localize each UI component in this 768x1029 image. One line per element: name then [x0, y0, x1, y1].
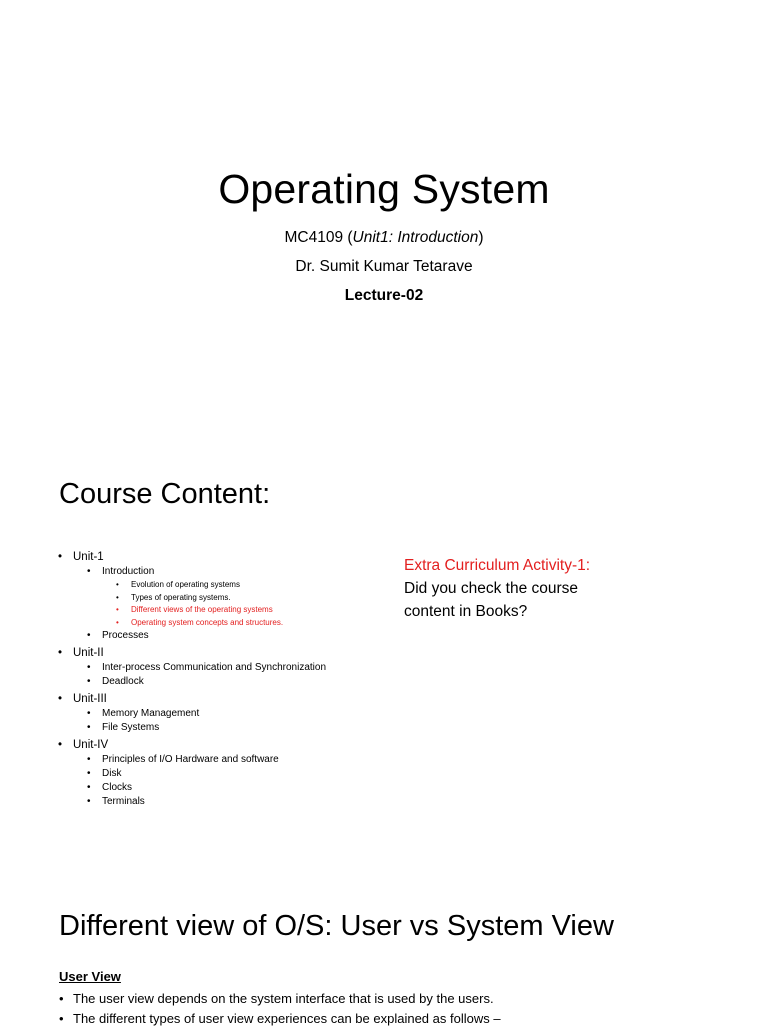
topic-item — [87, 707, 388, 721]
topic-label: Processes — [102, 630, 149, 641]
extra-activity-box — [404, 554, 724, 623]
unit-item — [58, 692, 388, 735]
topic-item — [87, 565, 388, 629]
unit-item — [58, 550, 388, 643]
topic-item — [87, 721, 388, 735]
topic-item — [87, 629, 388, 643]
slide-title: Operating System — [218, 166, 550, 212]
lecture-number: Lecture-02 — [344, 287, 424, 304]
slide-title: Different view of O/S: User vs System View — [59, 910, 614, 942]
topic-label: File Systems — [102, 722, 160, 733]
unit-item — [58, 738, 388, 809]
slide-title: Course Content: — [59, 478, 271, 510]
topic-label: Terminals — [102, 796, 145, 807]
activity-question-line1: Did you check the course — [404, 580, 579, 597]
topic-label: Disk — [102, 768, 122, 779]
topic-label: Deadlock — [102, 676, 144, 687]
topic-item — [87, 767, 388, 781]
topic-item — [87, 661, 388, 675]
unit-label: Unit-1 — [73, 551, 104, 563]
unit-label: Unit-II — [73, 647, 104, 659]
course-code-line — [0, 229, 768, 247]
activity-question-line2: content in Books? — [404, 603, 528, 620]
activity-heading: Extra Curriculum Activity-1: — [404, 557, 591, 574]
topic-label: Introduction — [102, 566, 155, 577]
subtopic-label: Operating system concepts and structures. — [131, 617, 284, 627]
topic-item — [87, 781, 388, 795]
subtopic-item — [116, 592, 388, 605]
subtopic-item — [116, 579, 388, 592]
topic-label: Memory Management — [102, 708, 200, 719]
unit-item — [58, 646, 388, 689]
author-name: Dr. Sumit Kumar Tetarave — [295, 258, 473, 275]
course-outline — [58, 547, 388, 809]
course-unit: Unit1: Introduction — [352, 229, 479, 246]
subtopic-label: Types of operating systems. — [131, 592, 231, 602]
topic-label: Principles of I/O Hardware and software — [102, 754, 279, 765]
section-heading: User View — [59, 969, 121, 984]
topic-item — [87, 753, 388, 767]
course-code: MC4109 — [284, 229, 344, 246]
topic-label: Inter-process Communication and Synchronization — [102, 662, 326, 673]
subtopic-item-highlighted — [116, 617, 388, 630]
user-vs-system-view-slide — [0, 866, 768, 1024]
subtopic-label: Different views of the operating systems — [131, 605, 273, 614]
bullet-item: • The different types of user view experiences can be explained as follows – — [59, 1009, 739, 1029]
close-paren: ) — [478, 229, 484, 246]
open-paren: ( — [343, 229, 353, 246]
unit-label: Unit-III — [73, 693, 107, 705]
unit-label: Unit-IV — [73, 739, 109, 751]
user-view-bullets — [59, 989, 739, 1029]
topic-item — [87, 675, 388, 689]
course-content-slide — [0, 434, 768, 866]
title-slide — [0, 0, 768, 434]
topic-item — [87, 795, 388, 809]
subtopic-label: Evolution of operating systems — [131, 580, 240, 589]
bullet-item: • The user view depends on the system interface that is used by the users. — [59, 989, 739, 1009]
subtopic-item-highlighted — [116, 604, 388, 617]
topic-label: Clocks — [102, 782, 133, 793]
